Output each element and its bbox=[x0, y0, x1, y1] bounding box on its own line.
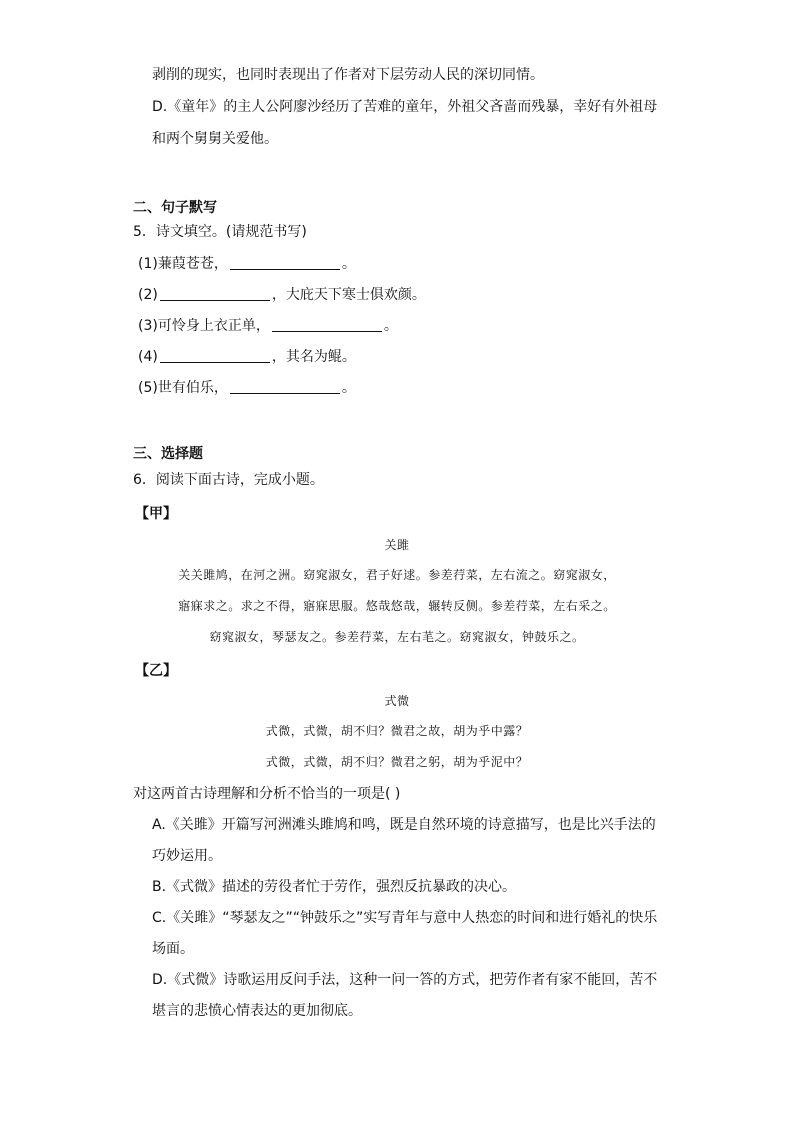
option-a-continuation: 巧妙运用。 bbox=[152, 848, 222, 864]
poem-b-tag: 【乙】 bbox=[135, 663, 177, 679]
item-text-after: 。 bbox=[383, 318, 398, 334]
item-label: (2) bbox=[138, 287, 158, 303]
option-c[interactable]: C.《关雎》“琴瑟友之”“钟鼓乐之”实写青年与意中人热恋的时间和进行婚礼的快乐 bbox=[152, 910, 658, 926]
poem-a-line: 窈窕淑女，琴瑟友之。参差荇菜，左右芼之。窈窕淑女，钟鼓乐之。 bbox=[209, 630, 585, 644]
answer-blank-4[interactable] bbox=[160, 348, 270, 363]
option-c-continuation: 场面。 bbox=[152, 941, 194, 957]
section-heading-choice: 三、选择题 bbox=[133, 446, 203, 462]
answer-blank-5[interactable] bbox=[230, 379, 340, 394]
item-text-before: 蒹葭苍苍， bbox=[157, 256, 228, 272]
answer-blank-3[interactable] bbox=[272, 317, 382, 332]
item-label: (5) bbox=[138, 380, 158, 396]
item-label: (3) bbox=[138, 318, 158, 334]
question-5-prompt: 5．诗文填空。(请规范书写) bbox=[133, 224, 307, 240]
poem-b-title: 式微 bbox=[384, 694, 410, 708]
option-a[interactable]: A.《关雎》开篇写河洲滩头雎鸠和鸣，既是自然环境的诗意描写，也是比兴手法的 bbox=[152, 817, 656, 833]
poem-a-tag: 【甲】 bbox=[135, 506, 177, 522]
poem-a-line: 寤寐求之。求之不得，寤寐思服。悠哉悠哉，辗转反侧。参差荇菜，左右采之。 bbox=[178, 599, 616, 613]
poem-b-line: 式微，式微，胡不归？微君之躬，胡为乎泥中？ bbox=[265, 755, 529, 769]
question-6-prompt: 6．阅读下面古诗，完成小题。 bbox=[133, 472, 324, 488]
item-label: (4) bbox=[138, 349, 158, 365]
section-heading-fill-in: 二、句子默写 bbox=[133, 200, 217, 216]
item-label: (1) bbox=[138, 256, 158, 272]
item-text-before: 可怜身上衣正单， bbox=[157, 318, 270, 334]
item-text-before: 世有伯乐， bbox=[157, 380, 228, 396]
option-d[interactable]: D.《式微》诗歌运用反问手法，这种一问一答的方式，把劳作者有家不能回，苦不 bbox=[152, 972, 658, 988]
item-text-after: ，大庇天下寒士俱欢颜。 bbox=[271, 287, 426, 303]
prev-option-c-continuation: 剥削的现实，也同时表现出了作者对下层劳动人民的深切同情。 bbox=[152, 67, 544, 83]
fill-item-3 bbox=[138, 316, 398, 336]
fill-item-5 bbox=[138, 378, 356, 398]
option-d-continuation: 堪言的悲愤心情表达的更加彻底。 bbox=[152, 1003, 362, 1019]
poem-a-title: 关雎 bbox=[384, 538, 410, 552]
prev-option-d-continuation: 和两个舅舅关爱他。 bbox=[152, 131, 278, 147]
fill-item-2 bbox=[138, 285, 426, 305]
fill-item-4 bbox=[138, 347, 356, 367]
question-6-stem: 对这两首古诗理解和分析不恰当的一项是( ) bbox=[133, 786, 401, 802]
poem-b-line: 式微，式微，胡不归？微君之故，胡为乎中露？ bbox=[265, 724, 529, 738]
item-text-after: 。 bbox=[341, 380, 356, 396]
option-b[interactable]: B.《式微》描述的劳役者忙于劳作，强烈反抗暴政的决心。 bbox=[152, 879, 517, 895]
item-text-after: 。 bbox=[341, 256, 356, 272]
answer-blank-1[interactable] bbox=[230, 255, 340, 270]
prev-option-d: D.《童年》的主人公阿廖沙经历了苦难的童年，外祖父吝啬而残暴，幸好有外祖母 bbox=[152, 99, 658, 115]
item-text-after: ，其名为鲲。 bbox=[271, 349, 356, 365]
answer-blank-2[interactable] bbox=[160, 286, 270, 301]
poem-a-line: 关关雎鸠，在河之洲。窈窕淑女，君子好逑。参差荇菜，左右流之。窈窕淑女， bbox=[178, 568, 616, 582]
fill-item-1 bbox=[138, 254, 356, 274]
